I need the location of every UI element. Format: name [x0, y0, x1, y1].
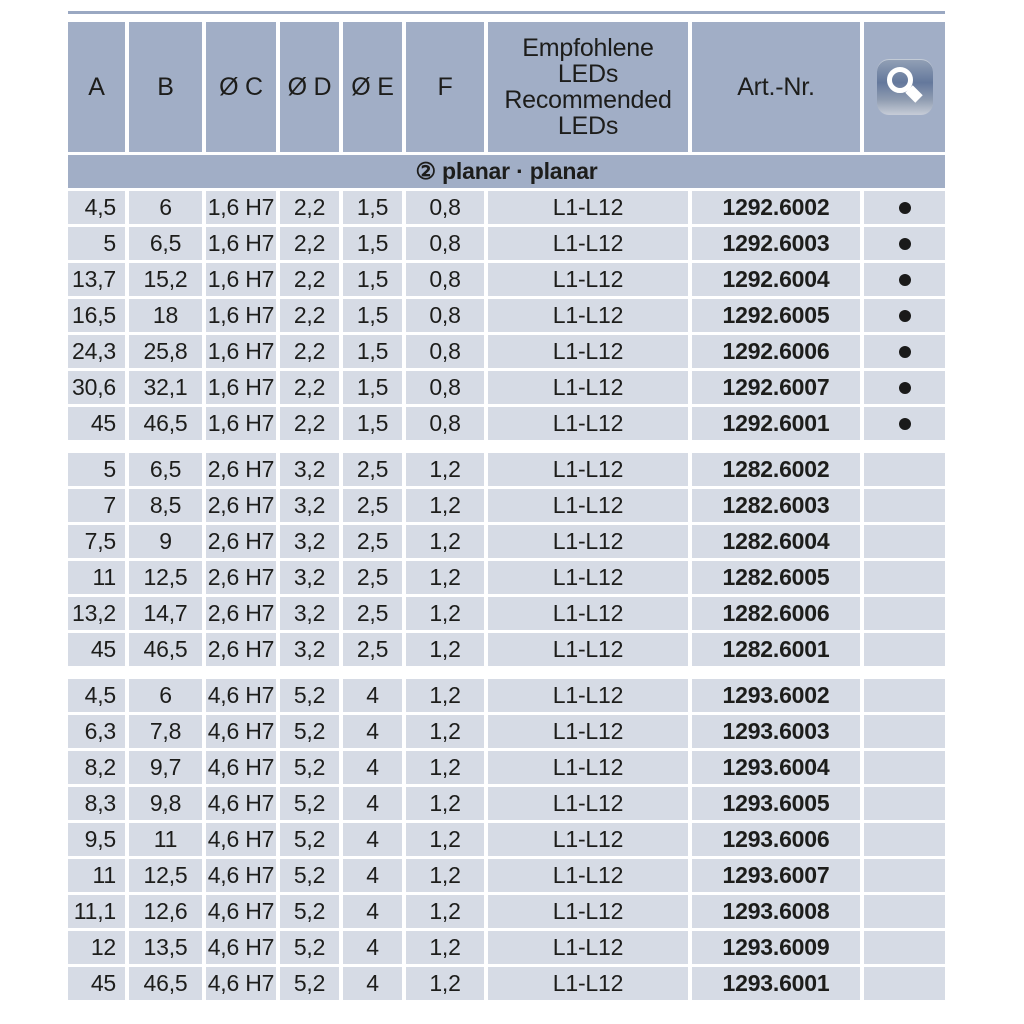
cell-leds: L1-L12	[488, 263, 688, 296]
cell-dia-c: 4,6 H7	[206, 931, 276, 964]
cell-availability	[864, 895, 945, 928]
table-row	[68, 525, 945, 558]
cell-dia-d: 2,2	[280, 407, 339, 440]
cell-f: 1,2	[406, 597, 484, 630]
cell-art-nr: 1293.6009	[692, 931, 860, 964]
header-col-f: F	[406, 22, 484, 152]
cell-b: 15,2	[129, 263, 202, 296]
cell-availability	[864, 453, 945, 486]
cell-a: 8,3	[68, 787, 125, 820]
cell-art-nr: 1282.6002	[692, 453, 860, 486]
cell-leds: L1-L12	[488, 715, 688, 748]
cell-availability	[864, 561, 945, 594]
cell-dia-e: 4	[343, 751, 402, 784]
cell-dia-c: 1,6 H7	[206, 371, 276, 404]
header-col-dia-c: Ø C	[206, 22, 276, 152]
cell-b: 6	[129, 191, 202, 224]
header-col-zoom	[864, 22, 945, 152]
cell-leds: L1-L12	[488, 371, 688, 404]
cell-dia-c: 4,6 H7	[206, 679, 276, 712]
cell-dia-d: 3,2	[280, 633, 339, 666]
cell-f: 1,2	[406, 633, 484, 666]
table-row	[68, 597, 945, 630]
cell-leds: L1-L12	[488, 931, 688, 964]
cell-art-nr: 1292.6003	[692, 227, 860, 260]
cell-leds: L1-L12	[488, 597, 688, 630]
cell-availability	[864, 715, 945, 748]
cell-availability	[864, 525, 945, 558]
cell-a: 24,3	[68, 335, 125, 368]
cell-dia-e: 1,5	[343, 263, 402, 296]
cell-f: 1,2	[406, 525, 484, 558]
cell-dia-e: 4	[343, 787, 402, 820]
cell-dia-e: 4	[343, 967, 402, 1000]
availability-dot	[899, 202, 911, 214]
cell-f: 1,2	[406, 679, 484, 712]
cell-dia-c: 4,6 H7	[206, 751, 276, 784]
cell-art-nr: 1282.6004	[692, 525, 860, 558]
cell-b: 46,5	[129, 967, 202, 1000]
cell-dia-e: 4	[343, 715, 402, 748]
cell-a: 11	[68, 859, 125, 892]
cell-b: 6	[129, 679, 202, 712]
row-group	[68, 191, 945, 440]
cell-dia-d: 5,2	[280, 895, 339, 928]
cell-dia-c: 4,6 H7	[206, 787, 276, 820]
table-row	[68, 561, 945, 594]
cell-leds: L1-L12	[488, 561, 688, 594]
cell-dia-c: 1,6 H7	[206, 263, 276, 296]
cell-art-nr: 1292.6001	[692, 407, 860, 440]
cell-a: 4,5	[68, 679, 125, 712]
cell-dia-e: 2,5	[343, 633, 402, 666]
cell-availability	[864, 751, 945, 784]
cell-a: 45	[68, 633, 125, 666]
cell-dia-e: 4	[343, 895, 402, 928]
cell-art-nr: 1293.6005	[692, 787, 860, 820]
cell-leds: L1-L12	[488, 823, 688, 856]
cell-leds: L1-L12	[488, 859, 688, 892]
cell-dia-c: 2,6 H7	[206, 633, 276, 666]
cell-dia-d: 5,2	[280, 715, 339, 748]
cell-dia-e: 2,5	[343, 525, 402, 558]
table-row	[68, 895, 945, 928]
cell-dia-d: 5,2	[280, 859, 339, 892]
cell-dia-e: 2,5	[343, 561, 402, 594]
table-row	[68, 859, 945, 892]
cell-leds: L1-L12	[488, 489, 688, 522]
cell-dia-e: 4	[343, 679, 402, 712]
cell-b: 46,5	[129, 633, 202, 666]
table-top-rule	[68, 11, 945, 14]
cell-f: 1,2	[406, 751, 484, 784]
cell-availability	[864, 489, 945, 522]
cell-a: 13,7	[68, 263, 125, 296]
cell-f: 1,2	[406, 823, 484, 856]
table-row	[68, 227, 945, 260]
cell-availability	[864, 407, 945, 440]
availability-dot	[899, 418, 911, 430]
table-header-row	[68, 22, 945, 152]
cell-f: 1,2	[406, 895, 484, 928]
cell-f: 1,2	[406, 715, 484, 748]
table-row	[68, 191, 945, 224]
cell-b: 12,5	[129, 561, 202, 594]
table-body	[68, 191, 945, 1000]
cell-leds: L1-L12	[488, 751, 688, 784]
cell-availability	[864, 191, 945, 224]
cell-b: 6,5	[129, 227, 202, 260]
cell-dia-c: 4,6 H7	[206, 967, 276, 1000]
cell-dia-c: 2,6 H7	[206, 561, 276, 594]
cell-dia-e: 2,5	[343, 453, 402, 486]
cell-a: 12	[68, 931, 125, 964]
table-row	[68, 931, 945, 964]
cell-dia-e: 1,5	[343, 335, 402, 368]
cell-dia-c: 1,6 H7	[206, 335, 276, 368]
cell-a: 9,5	[68, 823, 125, 856]
header-col-dia-d: Ø D	[280, 22, 339, 152]
table-row	[68, 823, 945, 856]
cell-leds: L1-L12	[488, 299, 688, 332]
zoom-button[interactable]	[877, 59, 933, 115]
cell-dia-c: 4,6 H7	[206, 823, 276, 856]
cell-a: 13,2	[68, 597, 125, 630]
cell-availability	[864, 787, 945, 820]
cell-f: 1,2	[406, 787, 484, 820]
cell-b: 13,5	[129, 931, 202, 964]
cell-dia-c: 1,6 H7	[206, 227, 276, 260]
table-row	[68, 263, 945, 296]
cell-a: 45	[68, 407, 125, 440]
cell-dia-e: 1,5	[343, 191, 402, 224]
cell-dia-d: 3,2	[280, 525, 339, 558]
cell-availability	[864, 633, 945, 666]
cell-f: 0,8	[406, 371, 484, 404]
cell-availability	[864, 823, 945, 856]
cell-dia-c: 1,6 H7	[206, 299, 276, 332]
cell-b: 14,7	[129, 597, 202, 630]
row-group	[68, 453, 945, 666]
cell-a: 11,1	[68, 895, 125, 928]
availability-dot	[899, 310, 911, 322]
cell-dia-c: 1,6 H7	[206, 407, 276, 440]
cell-dia-d: 2,2	[280, 299, 339, 332]
cell-f: 0,8	[406, 407, 484, 440]
cell-leds: L1-L12	[488, 335, 688, 368]
availability-dot	[899, 274, 911, 286]
cell-b: 18	[129, 299, 202, 332]
cell-a: 30,6	[68, 371, 125, 404]
cell-dia-e: 4	[343, 823, 402, 856]
cell-leds: L1-L12	[488, 895, 688, 928]
cell-dia-e: 4	[343, 931, 402, 964]
cell-a: 4,5	[68, 191, 125, 224]
table-row	[68, 751, 945, 784]
cell-availability	[864, 299, 945, 332]
cell-b: 6,5	[129, 453, 202, 486]
cell-dia-d: 5,2	[280, 931, 339, 964]
header-col-a: A	[68, 22, 125, 152]
cell-dia-e: 4	[343, 859, 402, 892]
cell-art-nr: 1282.6003	[692, 489, 860, 522]
cell-a: 7,5	[68, 525, 125, 558]
cell-f: 1,2	[406, 859, 484, 892]
header-col-leds	[488, 22, 688, 152]
header-col-dia-e: Ø E	[343, 22, 402, 152]
cell-dia-e: 1,5	[343, 227, 402, 260]
cell-b: 9	[129, 525, 202, 558]
cell-b: 12,5	[129, 859, 202, 892]
table-row	[68, 299, 945, 332]
leds-header-line: LEDs	[557, 112, 619, 140]
table-row	[68, 679, 945, 712]
cell-a: 5	[68, 227, 125, 260]
availability-dot	[899, 238, 911, 250]
cell-availability	[864, 371, 945, 404]
cell-a: 45	[68, 967, 125, 1000]
cell-f: 0,8	[406, 299, 484, 332]
cell-art-nr: 1282.6005	[692, 561, 860, 594]
cell-availability	[864, 597, 945, 630]
cell-leds: L1-L12	[488, 633, 688, 666]
availability-dot	[899, 382, 911, 394]
table-row	[68, 967, 945, 1000]
table-row	[68, 407, 945, 440]
cell-availability	[864, 931, 945, 964]
table-row	[68, 633, 945, 666]
cell-b: 46,5	[129, 407, 202, 440]
cell-dia-d: 5,2	[280, 967, 339, 1000]
cell-a: 6,3	[68, 715, 125, 748]
cell-b: 25,8	[129, 335, 202, 368]
cell-art-nr: 1293.6003	[692, 715, 860, 748]
cell-dia-e: 2,5	[343, 489, 402, 522]
cell-leds: L1-L12	[488, 525, 688, 558]
cell-dia-d: 2,2	[280, 335, 339, 368]
cell-f: 0,8	[406, 227, 484, 260]
cell-f: 0,8	[406, 191, 484, 224]
cell-art-nr: 1292.6005	[692, 299, 860, 332]
cell-leds: L1-L12	[488, 679, 688, 712]
cell-b: 7,8	[129, 715, 202, 748]
table-row	[68, 787, 945, 820]
availability-dot	[899, 346, 911, 358]
cell-dia-d: 3,2	[280, 597, 339, 630]
cell-f: 0,8	[406, 263, 484, 296]
leds-header-line: Recommended	[504, 86, 672, 114]
cell-leds: L1-L12	[488, 227, 688, 260]
table-row	[68, 371, 945, 404]
cell-dia-d: 5,2	[280, 679, 339, 712]
cell-art-nr: 1292.6006	[692, 335, 860, 368]
cell-dia-d: 3,2	[280, 489, 339, 522]
cell-f: 1,2	[406, 453, 484, 486]
cell-dia-e: 1,5	[343, 407, 402, 440]
cell-art-nr: 1282.6006	[692, 597, 860, 630]
cell-f: 1,2	[406, 489, 484, 522]
cell-art-nr: 1292.6002	[692, 191, 860, 224]
cell-art-nr: 1293.6008	[692, 895, 860, 928]
cell-art-nr: 1292.6004	[692, 263, 860, 296]
cell-a: 16,5	[68, 299, 125, 332]
section-header: ② planar · planar	[68, 155, 945, 188]
cell-dia-c: 4,6 H7	[206, 895, 276, 928]
cell-dia-c: 2,6 H7	[206, 525, 276, 558]
cell-dia-d: 3,2	[280, 453, 339, 486]
cell-dia-d: 2,2	[280, 191, 339, 224]
cell-availability	[864, 335, 945, 368]
product-table	[68, 22, 945, 1013]
header-col-art-nr: Art.-Nr.	[692, 22, 860, 152]
table-row	[68, 715, 945, 748]
magnifier-icon	[882, 64, 928, 110]
row-group	[68, 679, 945, 1000]
cell-f: 1,2	[406, 931, 484, 964]
cell-art-nr: 1293.6006	[692, 823, 860, 856]
cell-availability	[864, 967, 945, 1000]
cell-dia-e: 2,5	[343, 597, 402, 630]
cell-leds: L1-L12	[488, 407, 688, 440]
cell-dia-d: 5,2	[280, 823, 339, 856]
cell-b: 11	[129, 823, 202, 856]
cell-dia-c: 2,6 H7	[206, 489, 276, 522]
cell-a: 11	[68, 561, 125, 594]
leds-header-line: Empfohlene	[522, 34, 654, 62]
cell-b: 12,6	[129, 895, 202, 928]
cell-art-nr: 1293.6004	[692, 751, 860, 784]
cell-art-nr: 1293.6002	[692, 679, 860, 712]
cell-dia-c: 1,6 H7	[206, 191, 276, 224]
cell-dia-d: 2,2	[280, 227, 339, 260]
cell-dia-d: 2,2	[280, 371, 339, 404]
cell-dia-c: 4,6 H7	[206, 715, 276, 748]
cell-art-nr: 1282.6001	[692, 633, 860, 666]
cell-availability	[864, 679, 945, 712]
cell-leds: L1-L12	[488, 191, 688, 224]
cell-availability	[864, 859, 945, 892]
table-row	[68, 489, 945, 522]
cell-art-nr: 1293.6007	[692, 859, 860, 892]
cell-a: 8,2	[68, 751, 125, 784]
cell-art-nr: 1293.6001	[692, 967, 860, 1000]
cell-dia-c: 4,6 H7	[206, 859, 276, 892]
cell-dia-d: 2,2	[280, 263, 339, 296]
cell-dia-d: 5,2	[280, 787, 339, 820]
cell-dia-c: 2,6 H7	[206, 453, 276, 486]
leds-header-line: LEDs	[557, 60, 619, 88]
cell-b: 9,7	[129, 751, 202, 784]
cell-dia-c: 2,6 H7	[206, 597, 276, 630]
cell-availability	[864, 263, 945, 296]
cell-dia-d: 5,2	[280, 751, 339, 784]
cell-f: 0,8	[406, 335, 484, 368]
cell-b: 32,1	[129, 371, 202, 404]
cell-a: 5	[68, 453, 125, 486]
cell-leds: L1-L12	[488, 787, 688, 820]
cell-availability	[864, 227, 945, 260]
header-col-b: B	[129, 22, 202, 152]
cell-b: 9,8	[129, 787, 202, 820]
cell-dia-d: 3,2	[280, 561, 339, 594]
cell-dia-e: 1,5	[343, 371, 402, 404]
cell-dia-e: 1,5	[343, 299, 402, 332]
table-row	[68, 453, 945, 486]
cell-art-nr: 1292.6007	[692, 371, 860, 404]
cell-f: 1,2	[406, 561, 484, 594]
cell-a: 7	[68, 489, 125, 522]
cell-leds: L1-L12	[488, 453, 688, 486]
table-row	[68, 335, 945, 368]
cell-b: 8,5	[129, 489, 202, 522]
cell-leds: L1-L12	[488, 967, 688, 1000]
cell-f: 1,2	[406, 967, 484, 1000]
